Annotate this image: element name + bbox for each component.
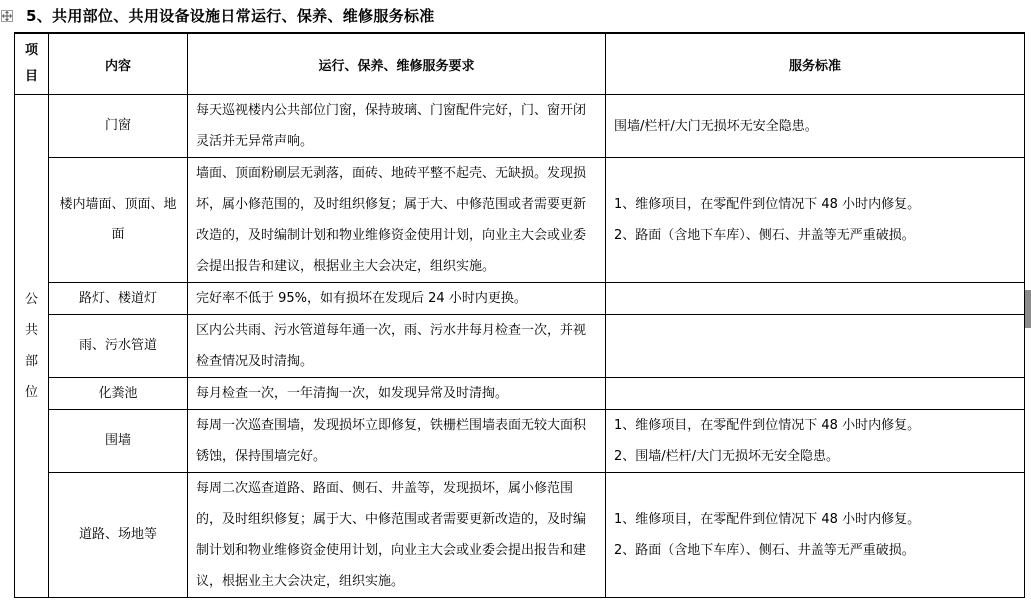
row-standard: [606, 378, 1025, 410]
row-content: 路灯、楼道灯: [49, 283, 188, 315]
header-item-line2: 目: [24, 69, 38, 84]
category-char: 部: [24, 354, 38, 369]
header-item-line1: 项: [24, 43, 38, 58]
standard-line: 1、维修项目，在零配件到位情况下 48 小时内修复。: [614, 197, 921, 212]
row-requirement: 每周二次巡查道路、路面、侧石、井盖等，发现损坏，属小修范围的，及时组织修复；属于大、中修范围或者需要更新改造的，及时编制计划和物业维修资金使用计划，向业主大会或业委会提出报告和建议，根据业主大会决定，组织实施。: [188, 473, 606, 598]
row-content: 雨、污水管道: [49, 315, 188, 378]
table-header-row: [15, 33, 1025, 95]
header-requirements: 运行、保养、维修服务要求: [188, 33, 606, 95]
row-requirement: 每天巡视楼内公共部位门窗，保持玻璃、门窗配件完好，门、窗开闭灵活并无异常声响。: [188, 95, 606, 158]
header-content: 内容: [49, 33, 188, 95]
category-char: 位: [24, 385, 38, 400]
row-content: 化粪池: [49, 378, 188, 410]
section-heading: 5、共用部位、共用设备设施日常运行、保养、维修服务标准: [26, 7, 435, 25]
table-row: [15, 378, 1025, 410]
header-standard: 服务标准: [606, 33, 1025, 95]
table-row: [15, 473, 1025, 598]
table-row: [15, 410, 1025, 473]
row-standard: [606, 95, 1025, 158]
row-standard: [606, 410, 1025, 473]
row-requirement: 每周一次巡查围墙，发现损坏立即修复，铁栅栏围墙表面无较大面积锈蚀，保持围墙完好。: [188, 410, 606, 473]
service-standard-table: [14, 32, 1025, 598]
standard-line: 2、路面（含地下车库）、侧石、井盖等无严重破损。: [614, 228, 915, 243]
standard-line: 2、围墙/栏杆/大门无损坏无安全隐患。: [614, 449, 840, 464]
row-standard: [606, 158, 1025, 283]
row-content: 门窗: [49, 95, 188, 158]
table-move-handle-icon[interactable]: [1, 10, 13, 22]
table-row: [15, 158, 1025, 283]
row-requirement: 完好率不低于 95%，如有损坏在发现后 24 小时内更换。: [188, 283, 606, 315]
row-standard: [606, 473, 1025, 598]
row-content: 围墙: [49, 410, 188, 473]
row-content: 楼内墙面、顶面、地面: [49, 158, 188, 283]
page-edge-marker: [1024, 290, 1031, 328]
table-row: [15, 283, 1025, 315]
row-requirement: 墙面、顶面粉刷层无剥落，面砖、地砖平整不起壳、无缺损。发现损坏，属小修范围的，及时组织修复；属于大、中修范围或者需要更新改造的，及时编制计划和物业维修资金使用计划，向业主大会或业委会提出报告和建议，根据业主大会决定，组织实施。: [188, 158, 606, 283]
standard-line: 1、维修项目，在零配件到位情况下 48 小时内修复。: [614, 512, 921, 527]
row-standard: [606, 315, 1025, 378]
header-item: [15, 33, 49, 95]
standard-line: 2、路面（含地下车库）、侧石、井盖等无严重破损。: [614, 543, 915, 558]
standard-line: 1、维修项目，在零配件到位情况下 48 小时内修复。: [614, 418, 921, 433]
table-row: [15, 95, 1025, 158]
category-cell: [15, 95, 49, 598]
row-requirement: 每月检查一次，一年清掏一次，如发现异常及时清掏。: [188, 378, 606, 410]
standard-line: 围墙/栏杆/大门无损坏无安全隐患。: [614, 118, 818, 134]
row-content: 道路、场地等: [49, 473, 188, 598]
category-char: 公: [24, 292, 38, 307]
table-row: [15, 315, 1025, 378]
row-requirement: 区内公共雨、污水管道每年通一次，雨、污水井每月检查一次，并视检查情况及时清掏。: [188, 315, 606, 378]
row-standard: [606, 283, 1025, 315]
category-char: 共: [24, 323, 38, 338]
